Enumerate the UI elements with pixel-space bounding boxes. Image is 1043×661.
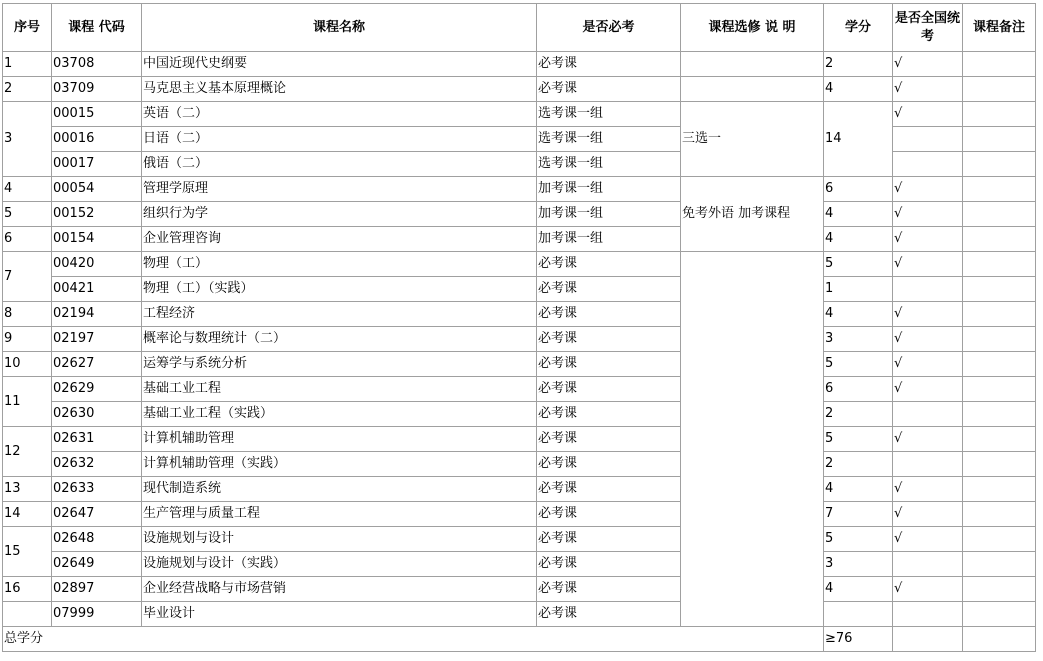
cell-code: 00421	[52, 277, 142, 302]
cell-unified	[893, 552, 963, 577]
table-row	[3, 577, 1036, 602]
cell-remark	[963, 477, 1036, 502]
cell-credit: 3	[824, 552, 893, 577]
header-row	[3, 4, 1036, 52]
total-label: 总学分	[3, 627, 824, 652]
table-row	[3, 227, 1036, 252]
course-table	[2, 3, 1036, 652]
table-row	[3, 52, 1036, 77]
cell-required: 加考课一组	[537, 202, 681, 227]
cell-elective-note	[681, 252, 824, 627]
table-row	[3, 502, 1036, 527]
cell-name: 马克思主义基本原理概论	[142, 77, 537, 102]
cell-remark	[963, 127, 1036, 152]
cell-required: 必考课	[537, 527, 681, 552]
total-credit: ≥76	[824, 627, 893, 652]
cell-required: 必考课	[537, 302, 681, 327]
cell-name: 组织行为学	[142, 202, 537, 227]
cell-name: 设施规划与设计（实践）	[142, 552, 537, 577]
table-row	[3, 177, 1036, 202]
cell-credit: 4	[824, 77, 893, 102]
cell-unified	[893, 277, 963, 302]
cell-no: 5	[3, 202, 52, 227]
total-unified	[893, 627, 963, 652]
cell-unified: √	[893, 502, 963, 527]
cell-unified: √	[893, 577, 963, 602]
cell-no: 8	[3, 302, 52, 327]
table-body	[3, 52, 1036, 627]
cell-code: 02629	[52, 377, 142, 402]
table-row	[3, 327, 1036, 352]
cell-remark	[963, 527, 1036, 552]
cell-name: 日语（二）	[142, 127, 537, 152]
cell-required: 必考课	[537, 602, 681, 627]
cell-no: 14	[3, 502, 52, 527]
cell-no: 1	[3, 52, 52, 77]
cell-remark	[963, 177, 1036, 202]
cell-credit: 2	[824, 402, 893, 427]
cell-no: 13	[3, 477, 52, 502]
cell-credit: 5	[824, 427, 893, 452]
cell-unified: √	[893, 477, 963, 502]
table-row	[3, 452, 1036, 477]
cell-no: 11	[3, 377, 52, 427]
cell-unified: √	[893, 202, 963, 227]
cell-credit: 4	[824, 302, 893, 327]
cell-credit: 1	[824, 277, 893, 302]
cell-code: 02197	[52, 327, 142, 352]
cell-remark	[963, 152, 1036, 177]
table-row	[3, 602, 1036, 627]
cell-unified: √	[893, 227, 963, 252]
cell-required: 加考课一组	[537, 227, 681, 252]
table-row	[3, 527, 1036, 552]
cell-no: 7	[3, 252, 52, 302]
cell-required: 必考课	[537, 377, 681, 402]
cell-required: 必考课	[537, 477, 681, 502]
cell-no: 10	[3, 352, 52, 377]
cell-remark	[963, 277, 1036, 302]
cell-credit: 4	[824, 227, 893, 252]
total-remark	[963, 627, 1036, 652]
cell-credit: 2	[824, 52, 893, 77]
header-remark: 课程备注	[963, 4, 1036, 52]
cell-code: 03708	[52, 52, 142, 77]
cell-unified: √	[893, 302, 963, 327]
cell-code: 02633	[52, 477, 142, 502]
cell-name: 设施规划与设计	[142, 527, 537, 552]
cell-remark	[963, 52, 1036, 77]
cell-unified: √	[893, 252, 963, 277]
cell-no: 4	[3, 177, 52, 202]
table-row	[3, 202, 1036, 227]
cell-remark	[963, 77, 1036, 102]
header-code: 课程 代码	[52, 4, 142, 52]
cell-credit: 4	[824, 477, 893, 502]
cell-no: 12	[3, 427, 52, 477]
table-row	[3, 102, 1036, 127]
header-no: 序号	[3, 4, 52, 52]
cell-unified: √	[893, 77, 963, 102]
table-row	[3, 352, 1036, 377]
cell-remark	[963, 302, 1036, 327]
cell-required: 加考课一组	[537, 177, 681, 202]
cell-credit: 5	[824, 527, 893, 552]
cell-name: 工程经济	[142, 302, 537, 327]
cell-name: 英语（二）	[142, 102, 537, 127]
cell-remark	[963, 427, 1036, 452]
cell-remark	[963, 602, 1036, 627]
cell-code: 02648	[52, 527, 142, 552]
cell-credit: 7	[824, 502, 893, 527]
cell-credit	[824, 602, 893, 627]
cell-unified: √	[893, 377, 963, 402]
cell-credit: 5	[824, 252, 893, 277]
cell-no: 9	[3, 327, 52, 352]
cell-code: 02632	[52, 452, 142, 477]
cell-no: 6	[3, 227, 52, 252]
cell-unified	[893, 402, 963, 427]
cell-remark	[963, 402, 1036, 427]
cell-credit: 4	[824, 202, 893, 227]
cell-credit: 6	[824, 377, 893, 402]
cell-remark	[963, 452, 1036, 477]
table-row	[3, 377, 1036, 402]
cell-unified: √	[893, 352, 963, 377]
header-elective-note: 课程选修 说 明	[681, 4, 824, 52]
cell-code: 00017	[52, 152, 142, 177]
cell-name: 物理（工）	[142, 252, 537, 277]
cell-name: 计算机辅助管理	[142, 427, 537, 452]
cell-required: 必考课	[537, 52, 681, 77]
cell-name: 概率论与数理统计（二）	[142, 327, 537, 352]
cell-code: 00054	[52, 177, 142, 202]
cell-name: 现代制造系统	[142, 477, 537, 502]
cell-required: 必考课	[537, 502, 681, 527]
cell-remark	[963, 352, 1036, 377]
cell-credit: 6	[824, 177, 893, 202]
cell-code: 00420	[52, 252, 142, 277]
cell-required: 必考课	[537, 277, 681, 302]
cell-required: 必考课	[537, 402, 681, 427]
cell-name: 俄语（二）	[142, 152, 537, 177]
cell-unified: √	[893, 427, 963, 452]
cell-unified	[893, 452, 963, 477]
cell-name: 基础工业工程	[142, 377, 537, 402]
cell-code: 00015	[52, 102, 142, 127]
header-credit: 学分	[824, 4, 893, 52]
total-row	[3, 627, 1036, 652]
cell-remark	[963, 227, 1036, 252]
cell-unified	[893, 602, 963, 627]
cell-code: 03709	[52, 77, 142, 102]
cell-elective-note	[681, 77, 824, 102]
cell-no	[3, 602, 52, 627]
cell-required: 必考课	[537, 77, 681, 102]
cell-no: 16	[3, 577, 52, 602]
table-row	[3, 302, 1036, 327]
header-required: 是否必考	[537, 4, 681, 52]
cell-credit: 4	[824, 577, 893, 602]
table-row	[3, 477, 1036, 502]
cell-unified: √	[893, 52, 963, 77]
cell-code: 00152	[52, 202, 142, 227]
cell-code: 07999	[52, 602, 142, 627]
cell-no: 15	[3, 527, 52, 577]
cell-name: 中国近现代史纲要	[142, 52, 537, 77]
cell-credit: 2	[824, 452, 893, 477]
cell-code: 02649	[52, 552, 142, 577]
cell-code: 02194	[52, 302, 142, 327]
cell-unified	[893, 152, 963, 177]
cell-code: 02627	[52, 352, 142, 377]
cell-required: 选考课一组	[537, 152, 681, 177]
cell-code: 00154	[52, 227, 142, 252]
cell-code: 02647	[52, 502, 142, 527]
cell-credit: 14	[824, 102, 893, 177]
cell-required: 必考课	[537, 552, 681, 577]
cell-unified: √	[893, 527, 963, 552]
cell-unified: √	[893, 102, 963, 127]
table-row	[3, 427, 1036, 452]
cell-elective-note	[681, 52, 824, 77]
table-row	[3, 277, 1036, 302]
cell-code: 00016	[52, 127, 142, 152]
cell-elective-note: 三选一	[681, 102, 824, 177]
cell-unified	[893, 127, 963, 152]
table-row	[3, 77, 1036, 102]
cell-name: 毕业设计	[142, 602, 537, 627]
cell-name: 计算机辅助管理（实践）	[142, 452, 537, 477]
cell-required: 必考课	[537, 327, 681, 352]
cell-name: 基础工业工程（实践）	[142, 402, 537, 427]
cell-name: 企业经营战略与市场营销	[142, 577, 537, 602]
cell-code: 02897	[52, 577, 142, 602]
cell-unified: √	[893, 327, 963, 352]
cell-remark	[963, 577, 1036, 602]
cell-no: 3	[3, 102, 52, 177]
table-row	[3, 402, 1036, 427]
cell-required: 选考课一组	[537, 127, 681, 152]
cell-name: 生产管理与质量工程	[142, 502, 537, 527]
table-row	[3, 552, 1036, 577]
cell-required: 必考课	[537, 452, 681, 477]
header-unified: 是否全国统考	[893, 4, 963, 52]
cell-remark	[963, 377, 1036, 402]
cell-required: 必考课	[537, 577, 681, 602]
cell-required: 必考课	[537, 352, 681, 377]
cell-name: 物理（工）（实践）	[142, 277, 537, 302]
cell-elective-note: 免考外语 加考课程	[681, 177, 824, 252]
cell-code: 02631	[52, 427, 142, 452]
cell-credit: 3	[824, 327, 893, 352]
cell-code: 02630	[52, 402, 142, 427]
cell-remark	[963, 552, 1036, 577]
header-name: 课程名称	[142, 4, 537, 52]
cell-remark	[963, 252, 1036, 277]
cell-remark	[963, 102, 1036, 127]
cell-required: 必考课	[537, 427, 681, 452]
cell-unified: √	[893, 177, 963, 202]
cell-required: 必考课	[537, 252, 681, 277]
cell-required: 选考课一组	[537, 102, 681, 127]
cell-credit: 5	[824, 352, 893, 377]
table-row	[3, 252, 1036, 277]
cell-remark	[963, 327, 1036, 352]
cell-remark	[963, 202, 1036, 227]
cell-no: 2	[3, 77, 52, 102]
cell-name: 管理学原理	[142, 177, 537, 202]
cell-remark	[963, 502, 1036, 527]
cell-name: 企业管理咨询	[142, 227, 537, 252]
cell-name: 运筹学与系统分析	[142, 352, 537, 377]
